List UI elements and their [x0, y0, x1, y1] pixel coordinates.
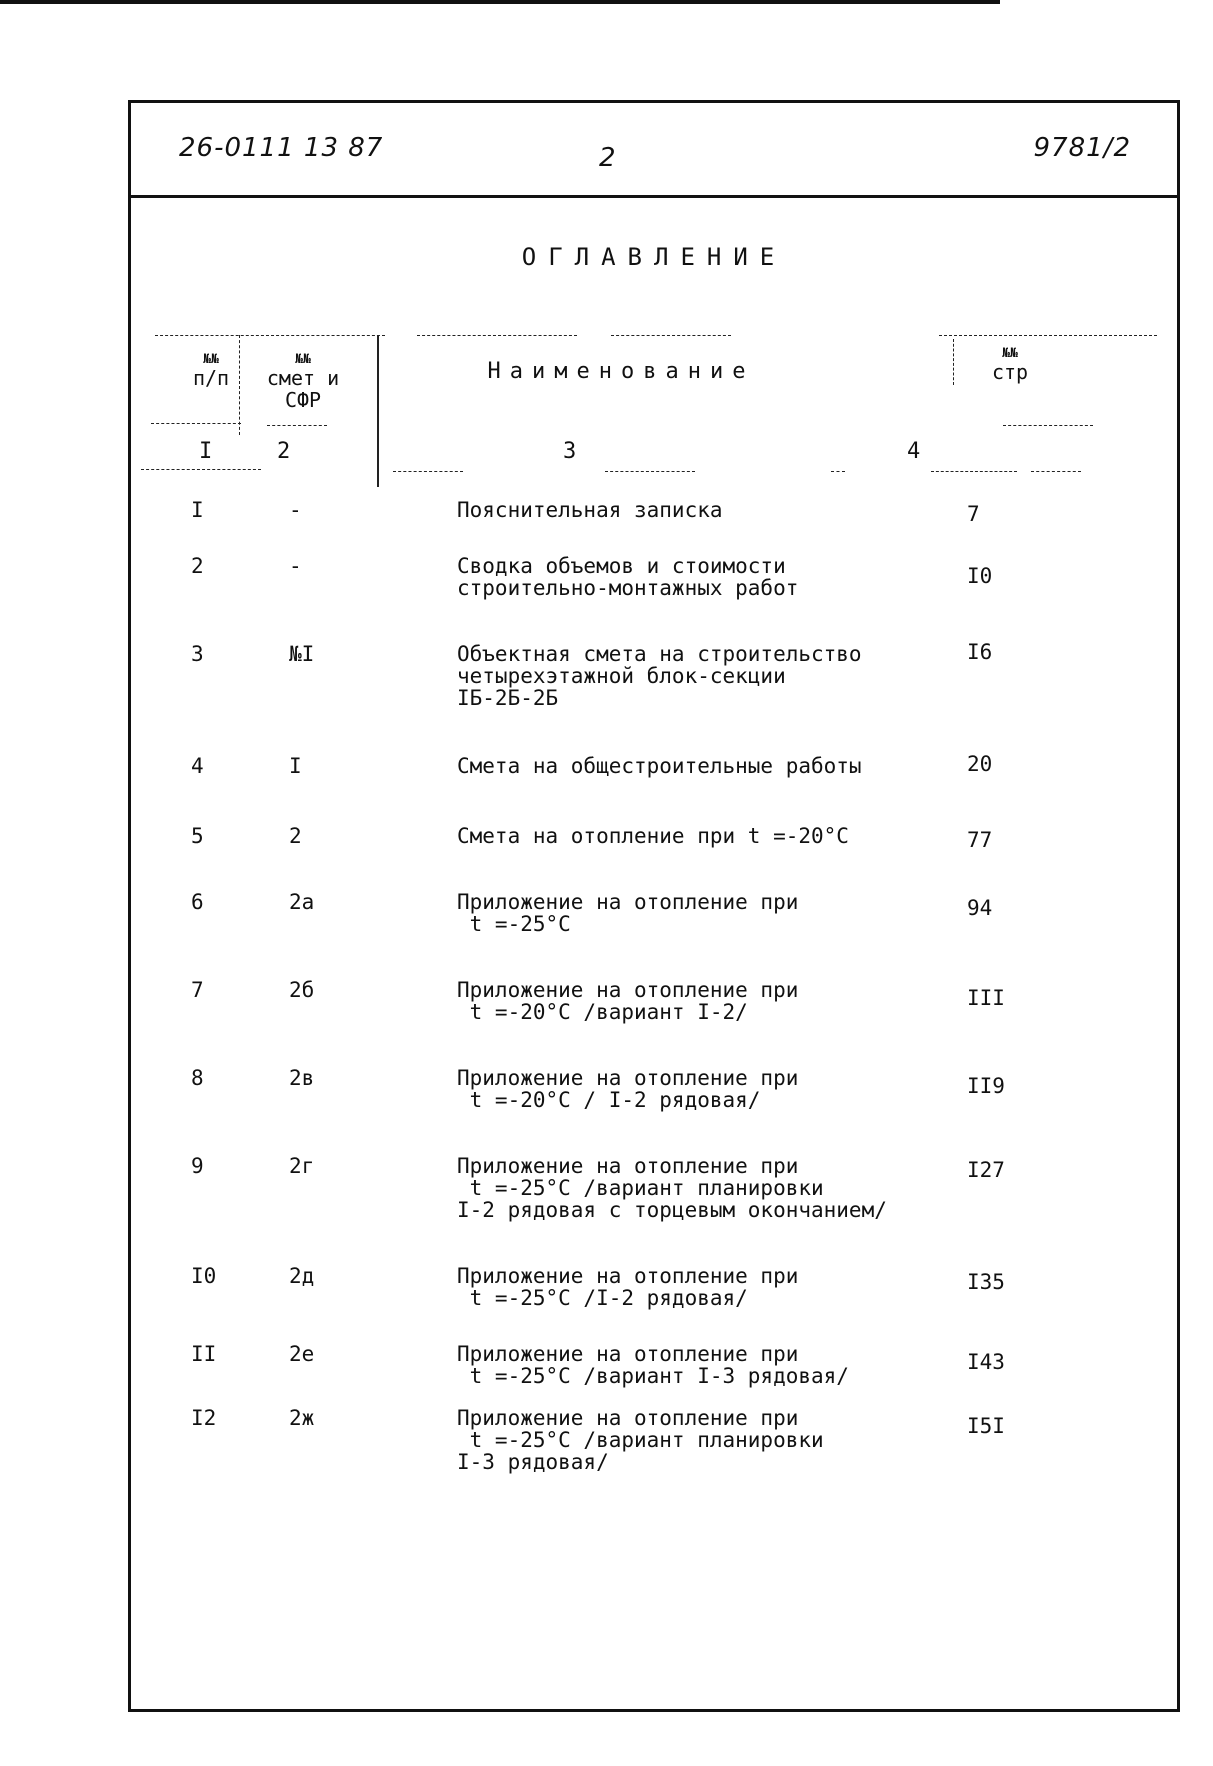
col-header-1: №№ п/п [192, 352, 230, 390]
col-number-2: 2 [277, 439, 291, 464]
top-rule [0, 0, 1000, 4]
stamp-header [131, 103, 1177, 198]
col-header-4: №№ стр [991, 346, 1029, 384]
page-title: ОГЛАВЛЕНИЕ [521, 243, 787, 271]
col-number-1: I [199, 439, 213, 464]
document-frame: 26-0111 13 87 2 9781/2 ОГЛАВЛЕНИЕ №№ п/п №№ смет и СФР Наименование №№ стр I 2 3 4 I - Пояснительная записка 7 2 - Сводка объемов и стоимости строительно-монтажных работ I0 3 №I Объектная смета на строительство четырехэтажной блок-секции IБ-2Б-2Б I6 4 I Смета на общестроительные работы 20 5 2 Смета на отопление при t =-20°C 77 6 2а Приложение на отопление при t =-25°C 94 7 2б Приложение на отопление при t =-20°C /вариант I-2/ III 8 2в Приложение на отопление при t =-20°C / I-2 рядовая/ II9 9 2г Приложение на отопление при t =-25°C /вариант планировки I-2 рядовая с торцевым окончанием/ I27 I0 2д Приложение на отопление при t =-25°C /I-2 рядовая/ I35 II 2е Приложение на отопление при t =-25°C /вариант I-3 рядовая/ I43 I2 2ж Приложение на отопление при t =-25°C /вариант планировки I-3 рядовая/ I5I [128, 100, 1180, 1712]
col-number-4: 4 [907, 439, 921, 464]
sheet-code: 9781/2 [1033, 133, 1131, 163]
doc-code: 26-0111 13 87 [179, 133, 384, 163]
page-number: 2 [599, 143, 617, 173]
col-header-2: №№ смет и СФР [266, 352, 340, 412]
col-header-3: Наименование [487, 359, 755, 384]
col-number-3: 3 [563, 439, 577, 464]
